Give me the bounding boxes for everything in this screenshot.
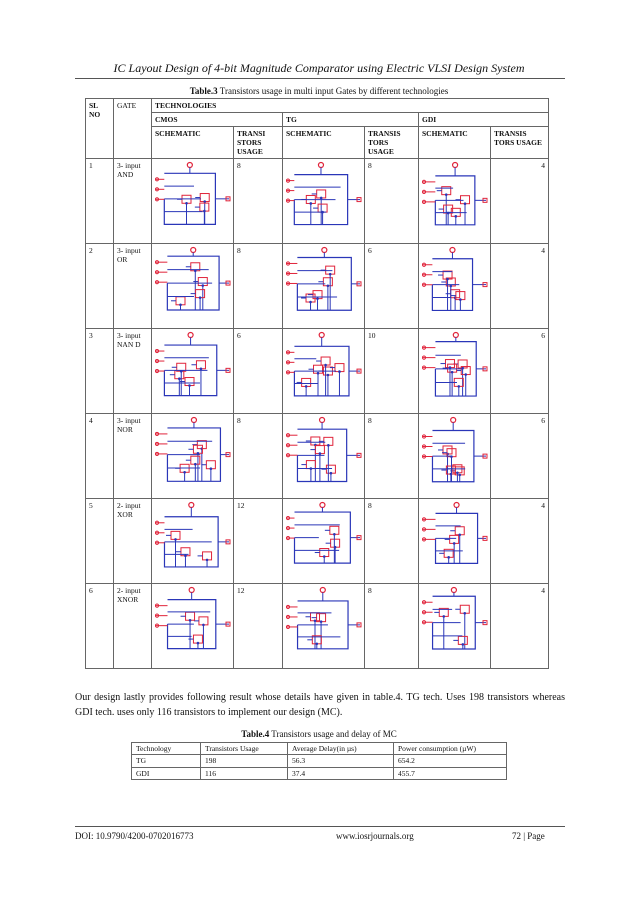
cmos-xnor-schematic [155, 586, 231, 660]
table-row [86, 584, 549, 669]
footer-rule [75, 826, 565, 827]
sl-no-cell: 4 [86, 414, 114, 499]
table4-caption-text: Transistors usage and delay of MC [269, 729, 397, 739]
cmos-count-cell: 8 [234, 244, 283, 329]
tg-schematic-cell [283, 584, 365, 669]
cmos-and-schematic [155, 161, 231, 235]
transistors-cell: 116 [201, 767, 288, 779]
tg-schematic-cell [283, 159, 365, 244]
gdi-count-cell: 6 [491, 414, 549, 499]
table-row [86, 329, 549, 414]
cmos-count-cell: 6 [234, 329, 283, 414]
gate-cell: 3- input NAN D [114, 329, 152, 414]
cmos-xor-schematic [155, 501, 231, 575]
sl-no-cell: 6 [86, 584, 114, 669]
delay-cell: 37.4 [288, 767, 394, 779]
cmos-count-cell: 12 [234, 499, 283, 584]
footer-website: www.iosrjournals.org [336, 831, 414, 841]
tg-schematic-cell [283, 414, 365, 499]
table3 [85, 98, 549, 669]
gate-cell: 2- input XOR [114, 499, 152, 584]
gate-cell: 3- input OR [114, 244, 152, 329]
tg-nand-schematic [286, 331, 362, 405]
header-technology: Technology [132, 743, 201, 755]
tg-schematic-cell [283, 329, 365, 414]
tg-xnor-schematic [286, 586, 362, 660]
table4 [131, 742, 507, 780]
table3-caption-label: Table.3 [189, 86, 218, 96]
sl-no-cell: 3 [86, 329, 114, 414]
cmos-count-cell: 8 [234, 414, 283, 499]
gate-cell: 2- input XNOR [114, 584, 152, 669]
cmos-schematic-cell [152, 244, 234, 329]
header-cmos: CMOS [152, 113, 283, 127]
gdi-schematic-cell [419, 159, 491, 244]
header-cmos-usage: TRANSI STORS USAGE [234, 127, 283, 159]
cmos-nor-schematic [155, 416, 231, 490]
header-gdi: GDI [419, 113, 549, 127]
cmos-count-cell: 8 [234, 159, 283, 244]
gdi-count-cell: 6 [491, 329, 549, 414]
gdi-schematic-cell [419, 499, 491, 584]
table4-caption-label: Table.4 [241, 729, 270, 739]
gdi-count-cell: 4 [491, 499, 549, 584]
gdi-schematic-cell [419, 584, 491, 669]
sl-no-cell: 2 [86, 244, 114, 329]
header-tg: TG [283, 113, 419, 127]
tg-nor-schematic [286, 416, 362, 490]
header-gdi-schematic: SCHEMATIC [419, 127, 491, 159]
transistors-cell: 198 [201, 755, 288, 767]
body-paragraph: Our design lastly provides following result whose details have given in table.4. TG tech. Uses 198 transistors whereas GDI tech. uses only 116 transistors to implement our design (MC). [75, 692, 565, 718]
tg-count-cell: 10 [365, 329, 419, 414]
gdi-schematic-cell [419, 414, 491, 499]
tg-count-cell: 8 [365, 159, 419, 244]
table-row [132, 755, 507, 767]
header-average-delay: Average Delay(in µs) [288, 743, 394, 755]
gdi-nor-schematic [422, 416, 488, 490]
table4-header-row [132, 743, 507, 755]
cmos-schematic-cell [152, 329, 234, 414]
tg-schematic-cell [283, 499, 365, 584]
technology-cell: GDI [132, 767, 201, 779]
gdi-nand-schematic [422, 331, 488, 405]
sl-no-cell: 5 [86, 499, 114, 584]
gdi-xnor-schematic [422, 586, 488, 660]
gate-cell: 3- input AND [114, 159, 152, 244]
tg-and-schematic [286, 161, 362, 235]
tg-or-schematic [286, 246, 362, 320]
delay-cell: 56.3 [288, 755, 394, 767]
tg-schematic-cell [283, 244, 365, 329]
cmos-schematic-cell [152, 584, 234, 669]
header-gdi-usage: TRANSIS TORS USAGE [491, 127, 549, 159]
table-row [86, 159, 549, 244]
tg-count-cell: 8 [365, 584, 419, 669]
table-row [132, 767, 507, 779]
cmos-or-schematic [155, 246, 231, 320]
gate-cell: 3- input NOR [114, 414, 152, 499]
gdi-count-cell: 4 [491, 159, 549, 244]
table-row [86, 244, 549, 329]
gdi-count-cell: 4 [491, 244, 549, 329]
cmos-count-cell: 12 [234, 584, 283, 669]
table3-caption-text: Transistors usage in multi input Gates by different technologies [217, 86, 449, 96]
table4-caption [0, 729, 638, 739]
table-row [86, 499, 549, 584]
gdi-schematic-cell [419, 329, 491, 414]
tg-count-cell: 6 [365, 244, 419, 329]
footer-page-number: 72 | Page [512, 831, 545, 841]
table3-caption [0, 86, 638, 96]
gdi-xor-schematic [422, 501, 488, 575]
cmos-schematic-cell [152, 414, 234, 499]
footer-doi: DOI: 10.9790/4200-0702016773 [75, 831, 194, 841]
gdi-count-cell: 4 [491, 584, 549, 669]
running-header: IC Layout Design of 4-bit Magnitude Comparator using Electric VLSI Design System [113, 61, 525, 75]
tg-count-cell: 8 [365, 414, 419, 499]
power-cell: 654.2 [394, 755, 507, 767]
cmos-schematic-cell [152, 159, 234, 244]
header-technologies: TECHNOLOGIES [152, 99, 549, 113]
gdi-and-schematic [422, 161, 488, 235]
tg-count-cell: 8 [365, 499, 419, 584]
header-rule [75, 78, 565, 79]
power-cell: 455.7 [394, 767, 507, 779]
header-tg-schematic: SCHEMATIC [283, 127, 365, 159]
header-transistors-usage: Transistors Usage [201, 743, 288, 755]
cmos-schematic-cell [152, 499, 234, 584]
table-row [86, 414, 549, 499]
header-power-consumption: Power consumption (µW) [394, 743, 507, 755]
gdi-or-schematic [422, 246, 488, 320]
technology-cell: TG [132, 755, 201, 767]
header-tg-usage: TRANSIS TORS USAGE [365, 127, 419, 159]
cmos-nand-schematic [155, 331, 231, 405]
tg-xor-schematic [286, 501, 362, 575]
gdi-schematic-cell [419, 244, 491, 329]
header-cmos-schematic: SCHEMATIC [152, 127, 234, 159]
sl-no-cell: 1 [86, 159, 114, 244]
header-sl-no: SL NO [86, 99, 114, 159]
header-gate: GATE [114, 99, 152, 159]
